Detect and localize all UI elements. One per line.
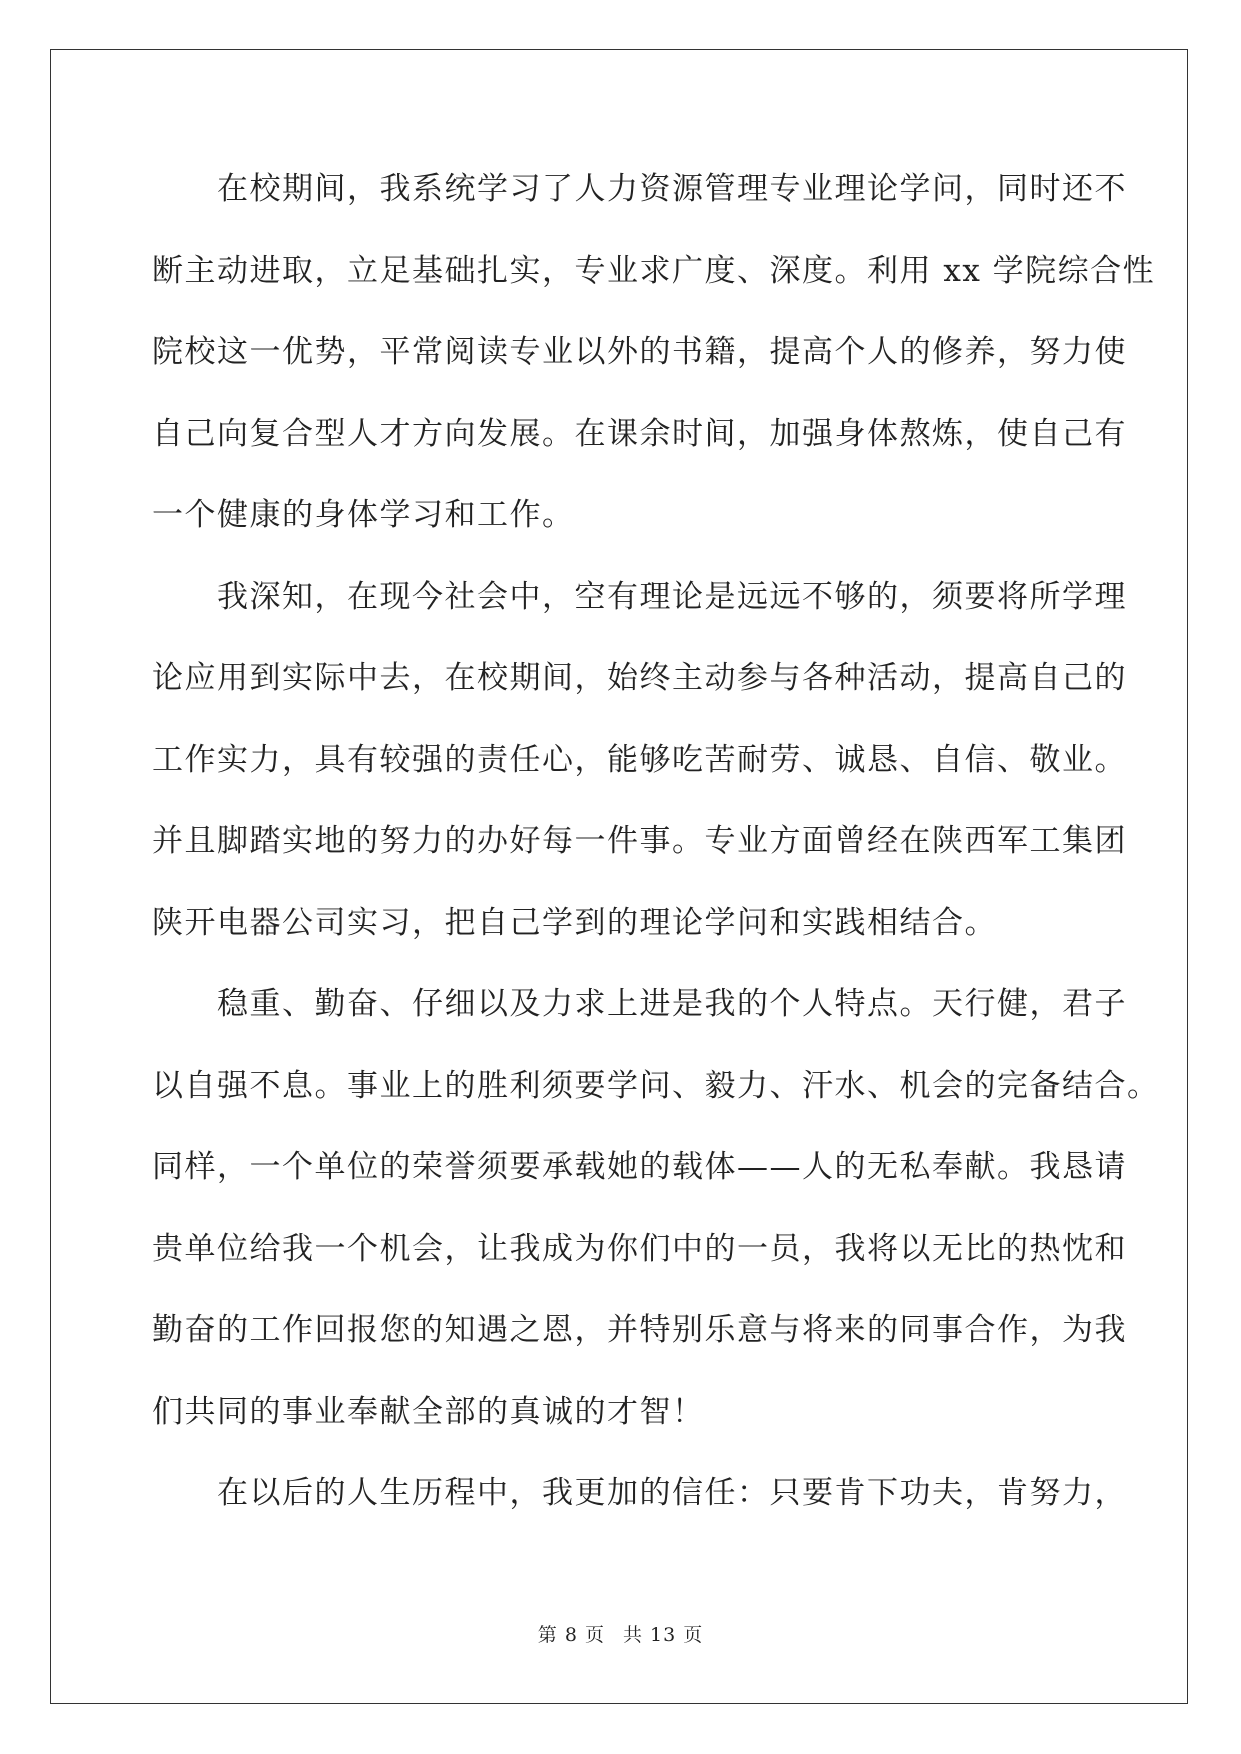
text-line: 院校这一优势，平常阅读专业以外的书籍，提高个人的修养，努力使	[152, 334, 1127, 370]
text-line: 并且脚踏实地的努力的办好每一件事。专业方面曾经在陕西军工集团	[152, 823, 1127, 859]
text-line: 们共同的事业奉献全部的真诚的才智！	[152, 1393, 705, 1430]
text-line: 一个健康的身体学习和工作。	[152, 497, 575, 533]
text-line: 自己向复合型人才方向发展。在课余时间，加强身体熬炼，使自己有	[152, 415, 1127, 452]
text-line: 在校期间，我系统学习了人力资源管理专业理论学问，同时还不	[152, 171, 1127, 207]
text-line: 断主动进取，立足基础扎实，专业求广度、深度。利用 xx 学院综合性	[152, 252, 1156, 289]
text-line: 贵单位给我一个机会，让我成为你们中的一员，我将以无比的热忱和	[152, 1230, 1127, 1267]
document-body	[152, 157, 1160, 1543]
text-line: 稳重、勤奋、仔细以及力求上进是我的个人特点。天行健，君子	[152, 986, 1127, 1022]
page-footer	[0, 1620, 1241, 1647]
text-line: 工作实力，具有较强的责任心，能够吃苦耐劳、诚恳、自信、敬业。	[152, 741, 1127, 778]
page-total: 共 13 页	[622, 1624, 704, 1646]
text-line: 勤奋的工作回报您的知遇之恩，并特别乐意与将来的同事合作，为我	[152, 1312, 1127, 1348]
page-number: 第 8 页	[537, 1624, 605, 1646]
text-line: 以自强不息。事业上的胜利须要学问、毅力、汗水、机会的完备结合。	[152, 1067, 1160, 1104]
text-line: 论应用到实际中去，在校期间，始终主动参与各种活动，提高自己的	[152, 660, 1127, 696]
text-line: 同样，一个单位的荣誉须要承载她的载体——人的无私奉献。我恳请	[152, 1149, 1127, 1185]
text-line: 我深知，在现今社会中，空有理论是远远不够的，须要将所学理	[152, 578, 1127, 615]
text-line: 陕开电器公司实习，把自己学到的理论学问和实践相结合。	[152, 904, 997, 941]
text-line: 在以后的人生历程中，我更加的信任：只要肯下功夫，肯努力，	[152, 1475, 1127, 1511]
